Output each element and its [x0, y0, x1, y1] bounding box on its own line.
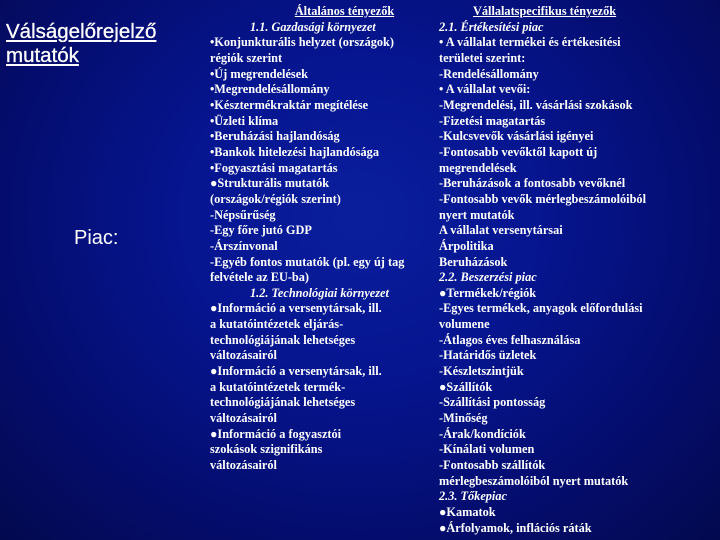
list-item: ●Információ a versenytársak, ill. — [210, 364, 382, 379]
general-factors-column — [210, 4, 435, 474]
general-factors-list — [210, 20, 435, 474]
list-item: -Egyéb fontos mutatók (pl. egy új tag — [210, 254, 405, 269]
list-item: -Megrendelési, ill. vásárlási szokások — [439, 97, 633, 112]
list-item: ●Információ a fogyasztói — [210, 426, 342, 441]
list-item: •Konjunkturális helyzet (országok) — [210, 35, 394, 50]
list-item: nyert mutatók — [439, 207, 515, 222]
section-subheading: 1.1. Gazdasági környezet — [250, 19, 376, 34]
section-subheading: 2.3. Tőkepiac — [439, 489, 507, 504]
list-item: -Kulcsvevők vásárlási igényei — [439, 129, 594, 144]
list-item: volumene — [439, 317, 490, 332]
list-item: -Népsűrűség — [210, 207, 276, 222]
general-factors-heading: Általános tényezők — [294, 4, 395, 18]
list-item: Beruházások — [439, 254, 508, 269]
list-item: -Fizetési magatartás — [439, 113, 546, 128]
company-factors-list — [439, 20, 699, 537]
company-factors-heading: Vállalatspecifikus tényezők — [473, 4, 617, 18]
list-item: változásairól — [210, 411, 277, 426]
list-item: ●Kamatok — [439, 505, 496, 519]
list-item: •Bankok hitelezési hajlandósága — [210, 144, 379, 159]
list-item: -Egyes termékek, anyagok előfordulási — [439, 301, 643, 316]
company-factors-column — [439, 4, 699, 536]
list-item: -Egy főre jutó GDP — [210, 223, 312, 238]
list-item: -Készletszintjük — [439, 364, 524, 379]
section-subheading: 2.1. Értékesítési piac — [439, 19, 544, 34]
list-item: -Árak/kondíciók — [439, 426, 526, 441]
list-item: megrendelések — [439, 160, 517, 175]
list-item: -Kínálati volumen — [439, 442, 535, 457]
list-item: felvétele az EU-ba) — [210, 270, 310, 285]
list-item: ●Szállítók — [439, 379, 493, 394]
list-item: szokások szignifikáns — [210, 442, 323, 457]
list-item: területei szerint: — [439, 50, 526, 65]
list-item: ●Strukturális mutatók — [210, 176, 330, 191]
list-item: technológiájának lehetséges — [210, 395, 356, 410]
list-item: -Rendelésállomány — [439, 66, 539, 81]
list-item: változásairól — [210, 458, 277, 473]
list-item: -Fontosabb vevőktől kapott új — [439, 144, 598, 159]
list-item: változásairól — [210, 348, 277, 363]
slide-title: Válságelőrejelző mutatók — [6, 20, 157, 67]
list-item: •Üzleti klíma — [210, 113, 279, 128]
list-item: ●Termékek/régiók — [439, 285, 537, 300]
list-item: -Határidős üzletek — [439, 348, 537, 363]
list-item: A vállalat versenytársai — [439, 223, 563, 238]
list-item: -Árszínvonal — [210, 238, 278, 253]
list-item: -Beruházások a fontosabb vevőknél — [439, 176, 626, 191]
list-item: Árpolitika — [439, 238, 494, 253]
list-item: -Fontosabb vevők mérlegbeszámolóiból — [439, 191, 646, 206]
list-item: -Minőség — [439, 411, 488, 426]
list-item: -Átlagos éves felhasználása — [439, 332, 581, 347]
list-item: mérlegbeszámolóiból nyert mutatók — [439, 473, 629, 488]
list-item: régiók szerint — [210, 50, 283, 65]
list-item: •Megrendelésállomány — [210, 82, 330, 97]
list-item: ●Információ a versenytársak, ill. — [210, 301, 382, 316]
list-item: •Fogyasztási magatartás — [210, 160, 338, 175]
section-subheading: 1.2. Technológiai környezet — [250, 285, 389, 300]
list-item: -Fontosabb szállítók — [439, 458, 546, 473]
list-item: (országok/régiók szerint) — [210, 191, 341, 206]
list-item: -Szállítási pontosság — [439, 395, 546, 410]
list-item: a kutatóintézetek termék- — [210, 379, 346, 394]
list-item: technológiájának lehetséges — [210, 332, 356, 347]
list-item: a kutatóintézetek eljárás- — [210, 317, 344, 332]
section-subheading: 2.2. Beszerzési piac — [439, 270, 537, 285]
list-item: •Új megrendelések — [210, 66, 308, 81]
market-label: Piac: — [74, 227, 119, 249]
list-item: • A vállalat vevői: — [439, 82, 531, 97]
list-item: •Késztermékraktár megítélése — [210, 97, 369, 112]
list-item: • A vállalat termékei és értékesítési — [439, 35, 621, 50]
list-item: •Beruházási hajlandóság — [210, 129, 340, 144]
list-item: ●Árfolyamok, inflációs ráták — [439, 520, 592, 535]
